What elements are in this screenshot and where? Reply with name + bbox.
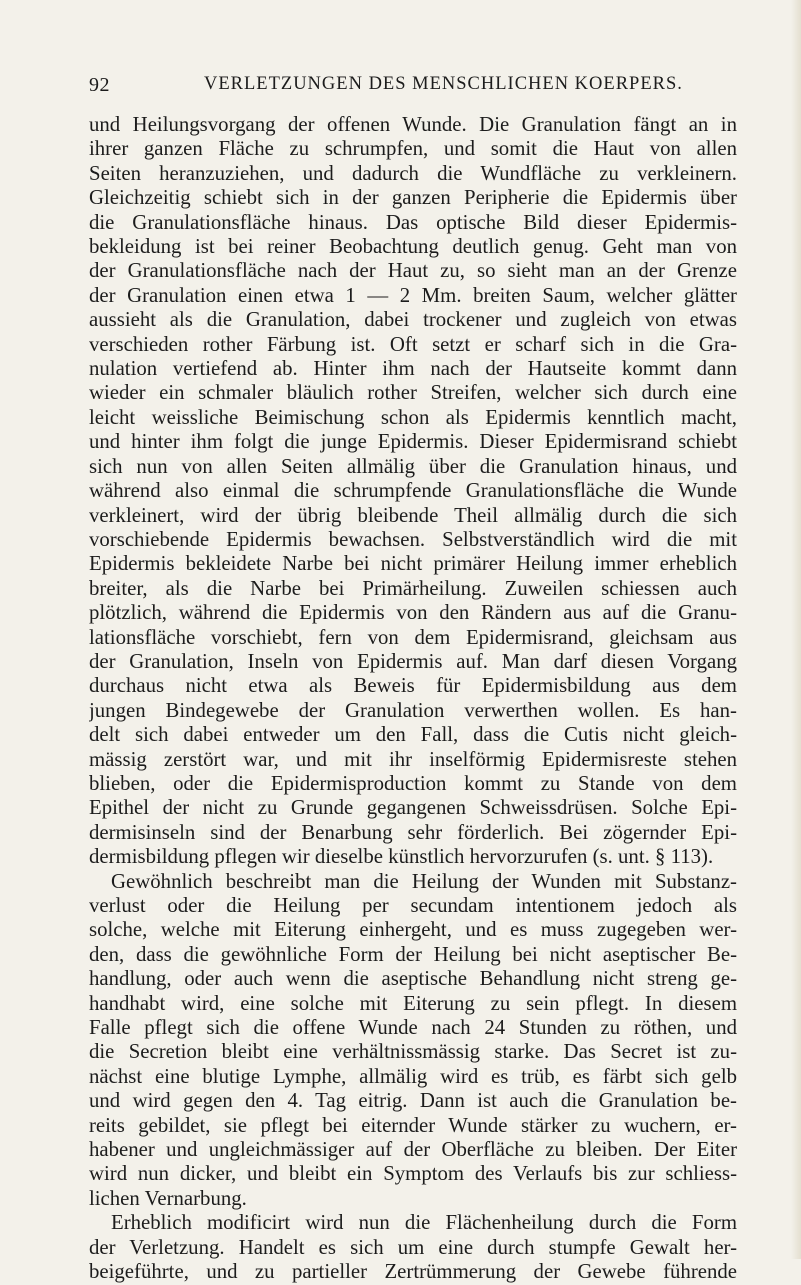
text-line: handlung, oder auch wenn die aseptische Behandlung nicht streng ge- [89, 967, 737, 991]
text-line: sich nun von allen Seiten allmälig über die Granulation hinaus, und [89, 454, 737, 478]
text-line: der Granulationsfläche nach der Haut zu, so sieht man an der Grenze [89, 259, 737, 283]
text-line: lichen Vernarbung. [89, 1186, 247, 1210]
page-number: 92 [89, 74, 110, 96]
text-line: habener und ungleichmässiger auf der Oberfläche zu bleiben. Der Eiter [89, 1138, 737, 1162]
text-line: die Granulationsfläche hinaus. Das optische Bild dieser Epidermis- [89, 210, 737, 234]
text-line: vorschiebende Epidermis bewachsen. Selbstverständlich wird die mit [89, 527, 737, 551]
text-line: lationsfläche vorschiebt, fern von dem Epidermisrand, gleichsam aus [89, 625, 737, 649]
text-line: ihrer ganzen Fläche zu schrumpfen, und somit die Haut von allen [89, 137, 737, 161]
text-line: und Heilungsvorgang der offenen Wunde. Die Granulation fängt an in [89, 113, 737, 136]
text-line: der Verletzung. Handelt es sich um eine durch stumpfe Gewalt her- [89, 1235, 737, 1259]
text-line: solche, welche mit Eiterung einhergeht, und es muss zugegeben wer- [89, 918, 737, 942]
page-edge-shadow [791, 0, 801, 1259]
text-line: Seiten heranzuziehen, und dadurch die Wundfläche zu verkleinern. [89, 161, 737, 185]
text-line: durchaus nicht etwa als Beweis für Epidermisbildung aus dem [89, 674, 737, 698]
text-line: dermisinseln sind der Benarbung sehr förderlich. Bei zögernder Epi- [89, 820, 737, 844]
text-line: verlust oder die Heilung per secundam intentionem jedoch als [89, 894, 737, 917]
page-header [89, 74, 737, 104]
text-line: wird nun dicker, und bleibt ein Symptom des Verlaufs bis zur schliess- [89, 1162, 737, 1186]
text-line: mässig zerstört war, und mit ihr inselförmig Epidermisreste stehen [89, 747, 737, 771]
text-line: die Secretion bleibt eine verhältnissmässig starke. Das Secret ist zu- [89, 1040, 737, 1064]
text-line: den, dass die gewöhnliche Form der Heilung bei nicht aseptischer Be- [89, 942, 737, 966]
text-line: nächst eine blutige Lymphe, allmälig wird es trüb, es färbt sich gelb [89, 1064, 737, 1088]
text-line: Erheblich modificirt wird nun die Flächenheilung durch die Form [111, 1211, 737, 1235]
body-text [89, 113, 737, 1285]
text-line: Falle pflegt sich die offene Wunde nach 24 Stunden zu röthen, und [89, 1016, 737, 1040]
text-line: während also einmal die schrumpfende Granulationsfläche die Wunde [89, 479, 737, 503]
text-line: verschieden rother Färbung ist. Oft setzt er scharf sich in die Gra- [89, 332, 737, 356]
text-line: aussieht als die Granulation, dabei trockener und zugleich von etwas [89, 308, 737, 332]
text-line: nulation vertiefend ab. Hinter ihm nach der Hautseite kommt dann [89, 357, 737, 381]
text-line: leicht weissliche Beimischung schon als Epidermis kenntlich macht, [89, 405, 737, 429]
text-line: verkleinert, wird der übrig bleibende Theil allmälig durch die sich [89, 503, 737, 527]
text-line: der Granulation einen etwa 1 — 2 Mm. breiten Saum, welcher glätter [89, 283, 737, 307]
text-line: Gewöhnlich beschreibt man die Heilung der Wunden mit Substanz- [111, 869, 737, 893]
text-line: jungen Bindegewebe der Granulation verwerthen wollen. Es han- [89, 698, 737, 722]
text-line: delt sich dabei entweder um den Fall, dass die Cutis nicht gleich- [89, 723, 737, 747]
text-line: bekleidung ist bei reiner Beobachtung deutlich genug. Geht man von [89, 235, 737, 259]
text-line: und hinter ihm folgt die junge Epidermis. Dieser Epidermisrand schiebt [89, 430, 737, 454]
text-line: Epidermis bekleidete Narbe bei nicht primärer Heilung immer erheblich [89, 552, 737, 576]
text-line: breiter, als die Narbe bei Primärheilung. Zuweilen schiessen auch [89, 576, 737, 600]
text-line: dermisbildung pflegen wir dieselbe künstlich hervorzurufen (s. unt. § 113). [89, 845, 714, 869]
text-line: beigeführte, und zu partieller Zertrümmerung der Gewebe führende [89, 1260, 737, 1284]
text-line: wieder ein schmaler bläulich rother Streifen, welcher sich durch eine [89, 381, 737, 405]
text-line: reits gebildet, sie pflegt bei eiternder Wunde stärker zu wuchern, er- [89, 1113, 737, 1137]
text-line: und wird gegen den 4. Tag eitrig. Dann ist auch die Granulation be- [89, 1089, 737, 1113]
text-line: der Granulation, Inseln von Epidermis auf. Man darf diesen Vorgang [89, 649, 737, 673]
text-line: Epithel der nicht zu Grunde gegangenen Schweissdrüsen. Solche Epi- [89, 796, 737, 820]
text-line: Gleichzeitig schiebt sich in der ganzen Peripherie die Epidermis über [89, 186, 737, 210]
text-line: blieben, oder die Epidermisproduction kommt zu Stande von dem [89, 771, 737, 795]
text-line: plötzlich, während die Epidermis von den Rändern aus auf die Granu- [89, 601, 737, 625]
running-head: VERLETZUNGEN DES MENSCHLICHEN KOERPERS. [204, 74, 683, 94]
text-line: handhabt wird, eine solche mit Eiterung zu sein pflegt. In diesem [89, 991, 737, 1015]
